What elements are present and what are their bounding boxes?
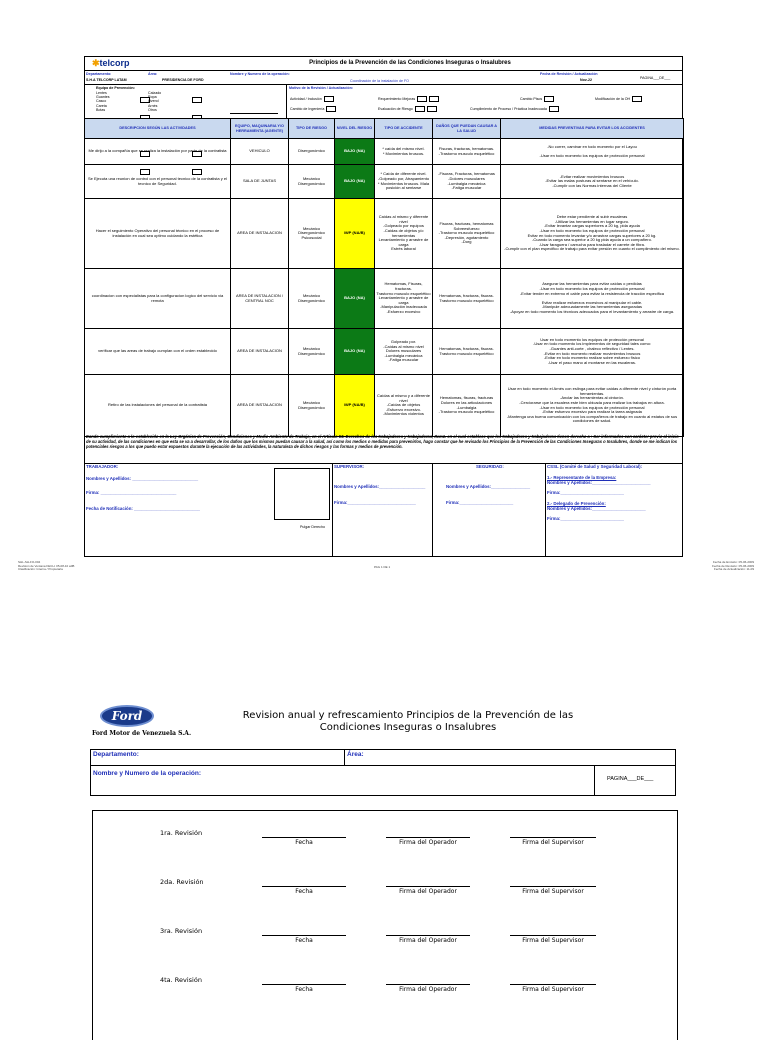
- revision-title: Revision anual y refrescamiento Principios de la Prevención de las Condiciones Inseguras o Insalubres: [242, 710, 574, 733]
- ford-logo: Ford: [100, 705, 154, 727]
- checkbox[interactable]: [326, 106, 336, 112]
- equipo-item: Overol: [148, 99, 159, 104]
- operador-caption: Firma del Operador: [399, 986, 457, 993]
- supervisor-firma[interactable]: Firma:____________________________: [334, 500, 416, 505]
- logo-mark-icon: ✱: [92, 58, 100, 68]
- supervisor-line[interactable]: [510, 886, 596, 887]
- equipo-item: Careta: [96, 103, 107, 108]
- operador-caption: Firma del Operador: [399, 937, 457, 944]
- column-header: MEDIDAS PREVENTIVAS PARA EVITAR LOS ACCIDENTES: [501, 119, 684, 139]
- column-header: DESCRIPCION SEGÚN LAS ACTIVIDADES: [85, 119, 231, 139]
- checkbox[interactable]: [549, 106, 559, 112]
- sig-divider-3: [545, 463, 546, 557]
- otros-line: [230, 113, 278, 114]
- operador-line[interactable]: [386, 984, 470, 985]
- motivo-label: Motivo de la Revisión / Actualización:: [289, 86, 353, 90]
- fecha-caption: Fecha: [295, 937, 313, 944]
- rev-pagina-counter: PAGINA___DE___: [607, 776, 654, 782]
- revision-label: 1ra. Revisión: [160, 829, 203, 837]
- risk-matrix-table: [84, 118, 684, 437]
- table-row: Me dirijo a la compañía que se realiza la instalación por parte de la contratista VEHICULO Disergonómico BAJO (NA) * caída del mismo nivel. * Movimientos bruscos. Fisuras, fracturas, hematomas. -Trastorno musculo esquelético -No correr, caminar en todo momento por el Layou -Usar en todo momento los equipos de protección personal: [85, 139, 684, 165]
- revision-pagina-divider: [594, 765, 595, 796]
- trabajador-firma[interactable]: Firma: _______________________________: [86, 490, 177, 495]
- rev-departamento-label: Departamento:: [93, 751, 139, 758]
- cssl-representante: 1.- Representante de la Empresa:: [547, 475, 617, 480]
- checkbox[interactable]: [192, 97, 202, 103]
- fecha-revision-label: Fecha de Revisión / Actualización: [540, 72, 598, 76]
- risk-level-cell: BAJO (NA): [335, 329, 375, 375]
- supervisor-caption: Firma del Supervisor: [522, 986, 584, 993]
- checkbox[interactable]: [427, 106, 437, 112]
- page-title: Principios de la Prevención de las Condiciones Inseguras o Insalubres: [309, 60, 511, 66]
- title-divider: [84, 70, 683, 71]
- operador-caption: Firma del Operador: [399, 888, 457, 895]
- supervisor-caption: Firma del Supervisor: [522, 839, 584, 846]
- operador-caption: Firma del Operador: [399, 839, 457, 846]
- fecha-line[interactable]: [262, 837, 346, 838]
- fecha-revision-value: Nov-22: [580, 78, 592, 82]
- pagina-counter: PAGINA___DE___: [640, 76, 671, 80]
- column-header: DAÑOS QUE PUEDAN CAUSAR A LA SALUD: [433, 119, 501, 139]
- operador-line[interactable]: [386, 935, 470, 936]
- footer-right: Fecha de Emisión: 05-06-2009 Fecha de Revisión: 05-06-2009 Fecha de Actualización: 11-09: [712, 560, 754, 572]
- table-row: coordinacion con especialistas para la configuracion logico del servicio via remota AREA DE INSTALACION / CENTRAL NOC Mecánico Disergonómico BAJO (NA) Hematomas, Fisuras, fracturas. Trastorno musculo esquelético Levantamiento y arrastre de carga -Manipulación inadecuada -Esfuerzo excesivo Hematomas, fracturas, fisuras. Trastorno musculo esquelético Asegurar las herramientas para evitar caídas o perdidas -Usar en todo momento los equipos de protección personal -Evitar tender en extremo el cable para evitar la resistencia de tracción especifica Evitar realizar esfuerzos excesivos al manipular el cable. -Manipule adecuadamente las herramientas aseguradas -Apoyar en todo momento los técnicos adecuados para el levantamiento y arrastre de carga.: [85, 269, 684, 329]
- risk-level-cell: BAJO (NA): [335, 269, 375, 329]
- cssl-nombres[interactable]: Nombres y Apellidos:________________________: [547, 480, 651, 485]
- cssl-firma[interactable]: Firma:__________________________: [547, 490, 624, 495]
- equipo-item: Arnés: [148, 103, 158, 108]
- column-header: TIPO DE ACCIDENTE: [375, 119, 433, 139]
- area-value: PRESIDENCIA DE FORD: [162, 78, 204, 82]
- column-header: TIPO DE RIESGO: [289, 119, 335, 139]
- thumbprint-box[interactable]: [274, 468, 330, 520]
- checkbox[interactable]: [140, 97, 150, 103]
- telcorp-logo: ✱telcorp: [92, 58, 130, 68]
- cssl-label: CSSL (Comité de Salud y Seguridad Laboral):: [547, 464, 643, 469]
- checkbox[interactable]: [632, 96, 642, 102]
- legal-statement: Dando cumplimiento a lo establecido en la Ley Orgánica de Prevención, Condiciones y Medio Ambiente de Trabajo, en el Artículo 53. Derechos de los trabajadores y trabajadoras, Item1. en el cual establece que los trabajadores y trabajadoras tienen derecho a : Ser informados con carácter previo al inicio de su actividad, de las condiciones en que esta se va a desarrollar, de los daños que los mismos puedan causar a la salud, así como los medios o medidas para prevenirlos, hago constar que he revisado los Principios de la Prevención de las Condiciones Inseguras o Insalubres, donde se me indican los potenciales riesgos a los que puedo estar expuestos durante la ejecución de las actividades, la naturaleza de dichos riesgos y las formas y medios de prevención.: [86, 434, 679, 449]
- operador-line[interactable]: [386, 837, 470, 838]
- supervisor-line[interactable]: [510, 984, 596, 985]
- cssl-delegado: 2.- Delegado de Prevención:: [547, 501, 606, 506]
- supervisor-line[interactable]: [510, 837, 596, 838]
- supervisor-caption: Firma del Supervisor: [522, 937, 584, 944]
- risk-level-cell: M/P (NA/B): [335, 199, 375, 269]
- seguridad-nombres[interactable]: Nombres y Apellidos:________________: [446, 484, 531, 489]
- motivo-item: Modificación de la OH: [595, 96, 642, 102]
- supervisor-label: SUPERVISOR:: [334, 464, 365, 469]
- operacion-value: Coordinación de la instalación de FO: [350, 79, 409, 83]
- revision-label: 3ra. Revisión: [160, 927, 203, 935]
- fecha-line[interactable]: [262, 935, 346, 936]
- table-row: verificar que las areas de trabajo cumplan con el orden establecido AREA DE INSTALACION Mecánico Disergonómico BAJO (NA) Golpeado por. -Caídas al mismo nivel Dolores musculares -Lumbalgia mecánica -Fatiga muscular Hematomas, fracturas, fisuras. Trastorno musculo esquelético Usar en todo momento los equipos de protección personal -Usar en todo momento los implementos de seguridad tales como: -Guantes anti-corte , chaleco reflectivo / Lentes. -Evitar en todo momento realizar movimientos bruscos -Evitar en todo momento realizar sobre esfuerzo físico -Usar el paso mano al montarse en las escaleras.: [85, 329, 684, 375]
- departamento-label: Departamento:: [86, 72, 112, 76]
- cssl-delegado-firma[interactable]: Firma:__________________________: [547, 516, 624, 521]
- trabajador-nombres[interactable]: Nombres y Apellidos: ___________________________: [86, 476, 199, 481]
- footer-left: SHL-SH-FO-004 Revisión de Ventana FECH. 05-08-10 a0B Clasificación: Interna / Propietaria: [18, 560, 75, 572]
- sig-divider-1: [332, 463, 333, 557]
- checkbox[interactable]: [415, 106, 425, 112]
- motivo-item: Cumplimiento de Proceso / Práctica Inadecuada: [470, 106, 559, 112]
- sig-divider-2: [432, 463, 433, 557]
- table-row: Se Ejecuta una reunion de control con el personal tecnico de la contratista y el tecnico de Seguridad. SALA DE JUNTAS Mecánico Disergonómico BAJO (NA) * Caída de diferente nivel. -Golpeado por, Atrapamiento * Movimientos bruscos. Mala posición al sentarse -Fisuras, Fracturas, hematomas -Dolores musculares -Lumbalgia mecánica -Fatiga muscular -Evitar realizar movimientos bruscos -Evitar las malas posturas al sentarse en el vehículo. -Cumplir con las Normas internas del Cliente: [85, 165, 684, 199]
- supervisor-nombres[interactable]: Nombres y Apellidos:___________________: [334, 484, 426, 489]
- operador-line[interactable]: [386, 886, 470, 887]
- footer-page: PAG 1 DE 1: [374, 565, 391, 569]
- rev-area-label: Área:: [347, 751, 364, 758]
- equipo-item: Guantes: [96, 95, 110, 100]
- fecha-notificacion[interactable]: Fecha de Notificación: ___________________________: [86, 506, 200, 511]
- header-divider: [84, 84, 683, 85]
- seguridad-label: SEGURIDAD:: [476, 464, 504, 469]
- equipo-item: Lentes: [96, 91, 107, 95]
- fecha-caption: Fecha: [295, 888, 313, 895]
- checkbox[interactable]: [417, 96, 427, 102]
- operacion-label: Nombre y Numero de la operación:: [230, 72, 290, 76]
- checkbox[interactable]: [324, 96, 334, 102]
- motivo-item: Cambio de Ingeniería: [290, 106, 336, 112]
- fecha-line[interactable]: [262, 886, 346, 887]
- table-row: Retiro de las instalaciones del personal de la contratista AREA DE INSTALACION Mecánico Disergonómico M/P (NA/B) Caídas al mismo y a diferente nivel -Caídas de objetos -Esfuerzo excesivo. -Movimientos violentos Hematomas, fisuras, fracturas Dolores en las articulaciones -Lumbalgia -Trastorno musculo esquelético Usar en todo momento el Arnés con eslinga para evitar caídas a diferente nivel y cinturón porta herramientas. -Anclar las herramientas al cinturón. -Cerciorarse que la escalera este bien ubicada para realizar los trabajos en altura. -Usar en todo momento los equipos de protección personal -Evitar esfuerzo excesivo para realizar la tarea asignada -Mantenga una buena comunicación con los compañeros de trabajo en cuanto al estatus de sus condiciones de salud.: [85, 375, 684, 437]
- equipo-item: Botas: [96, 107, 106, 112]
- equipo-item: Casco: [96, 99, 107, 104]
- supervisor-line[interactable]: [510, 935, 596, 936]
- revision-label: 2da. Revisión: [160, 878, 204, 886]
- column-header: NIVEL DEL RIESGO: [335, 119, 375, 139]
- company-name: Ford Motor de Venezuela S.A.: [92, 730, 192, 737]
- departamento-value: S.H.A TELCORP LATAM: [86, 78, 127, 82]
- cssl-delegado-nombres[interactable]: Nombres y Apellidos:______________________: [547, 506, 646, 511]
- motivo-item: Evaluación de Riesgo: [378, 106, 437, 112]
- area-label: Área:: [148, 72, 158, 76]
- equipo-item: Otros: [148, 107, 157, 112]
- risk-level-cell: M/P (NA/B): [335, 375, 375, 437]
- table-row: Hacer el seguimiento Operativo del personal técnico en el proceso de instalación en cual sea optimo cuidando la estética AREA DE INSTALACION Mecánico Disergonómico Psicosocial M/P (NA/B) Caídas al mismo y diferente nivel -Golpeado por equipos -Caídas de objetos y/o herramientas Levantamiento y arrastre de carga Estrés laboral Fisuras, fracturas, hematomas Sobreesfuerzo -Trastorno musculo esquelético -Depresión, agotamiento -Dorg Debe estar pendiente al subir escaleras -Utilizar las herramientas en lugar seguro. -Evitar levantar cargas superiores a 20 kg, pida ayuda -Usar en todo momento los equipos de protección personal Evitar en todo momento levantar y/o arrastrar cargas superiores a 20 kg. -Cuando la carga sea superior a 20 kg pida ayuda a un compañero. -Usar faraguera / carrucha para trasladar el carrete de fibra. -Cumplir con el plan especifico de trabajo para evitar presión en cuanto el cumplimiento del mismo.: [85, 199, 684, 269]
- checkbox[interactable]: [544, 96, 554, 102]
- fecha-caption: Fecha: [295, 839, 313, 846]
- revision-header-divider: [90, 765, 676, 766]
- motivo-item: Actividad / Inclusión: [290, 96, 334, 102]
- pulgar-label: Pulgar Derecho: [300, 525, 325, 529]
- checkbox[interactable]: [429, 96, 439, 102]
- fecha-caption: Fecha: [295, 986, 313, 993]
- motivo-item: Requerimiento Mejoras: [378, 96, 439, 102]
- risk-level-cell: BAJO (NA): [335, 165, 375, 199]
- seguridad-firma[interactable]: Firma:______________________: [446, 500, 514, 505]
- trabajador-label: TRABAJADOR:: [86, 464, 119, 469]
- column-header: EQUIPO, MAQUINARIA Y/O HERRAMIENTA (AGENTE): [231, 119, 289, 139]
- equipo-item: Calzado: [148, 91, 162, 95]
- risk-level-cell: BAJO (NA): [335, 139, 375, 165]
- fecha-line[interactable]: [262, 984, 346, 985]
- equipo-item: Ropa: [148, 95, 157, 100]
- revision-header-vdivider: [344, 749, 345, 765]
- supervisor-caption: Firma del Supervisor: [522, 888, 584, 895]
- revision-label: 4ta. Revisión: [160, 976, 202, 984]
- equipo-label: Equipo de Prevención:: [96, 86, 135, 90]
- motivo-item: Cambio Pisos: [520, 96, 554, 102]
- rev-operacion-label: Nombre y Numero de la operación:: [93, 770, 201, 777]
- equipo-divider: [286, 84, 287, 118]
- table-header-row: [85, 119, 684, 139]
